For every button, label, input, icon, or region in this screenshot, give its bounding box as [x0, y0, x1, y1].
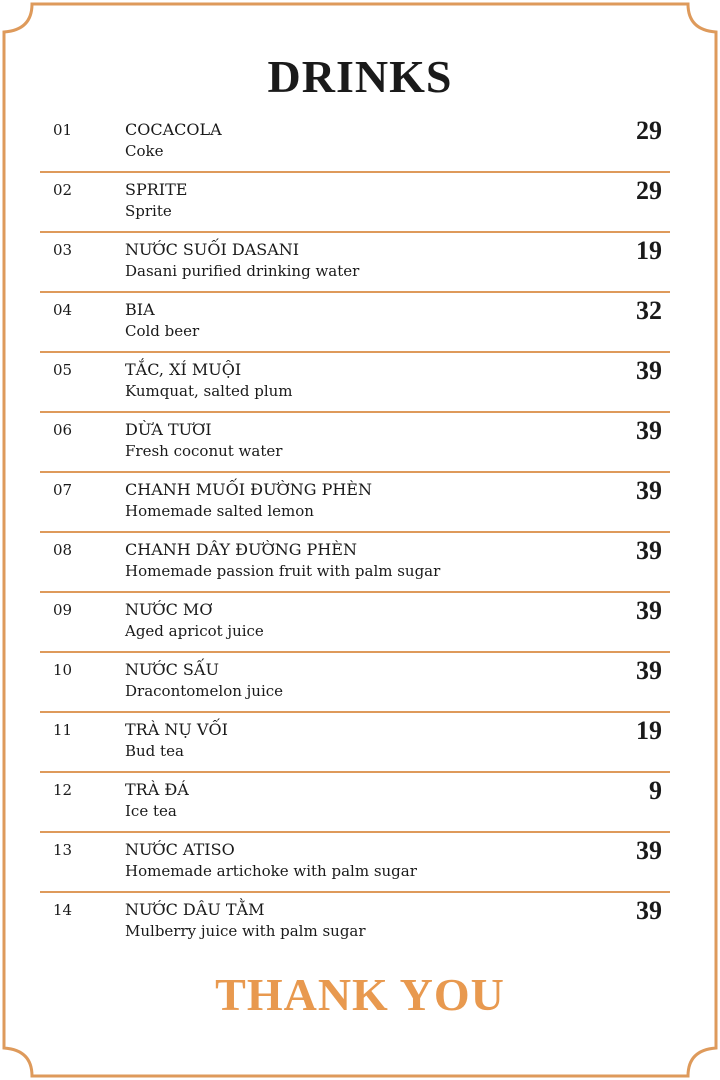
item-name: TRÀ NỤ VỐI [125, 720, 228, 739]
item-name: TẮC, XÍ MUỘI [125, 360, 242, 379]
item-name: NƯỚC SUỐI DASANI [125, 240, 300, 259]
menu-item [40, 173, 670, 233]
item-description: Aged apricot juice [125, 622, 264, 640]
item-price: 39 [636, 416, 662, 445]
item-number: 06 [53, 421, 73, 439]
item-names [125, 600, 595, 642]
item-names [125, 480, 595, 522]
item-description: Ice tea [125, 802, 177, 820]
item-description: Homemade passion fruit with palm sugar [125, 562, 441, 580]
item-names [125, 900, 595, 942]
menu-item [40, 413, 670, 473]
item-number: 02 [53, 181, 73, 199]
item-name: COCACOLA [125, 120, 222, 139]
menu-item [40, 353, 670, 413]
item-description: Fresh coconut water [125, 442, 283, 460]
item-number: 04 [53, 301, 73, 319]
item-name: BIA [125, 300, 155, 319]
item-names [125, 540, 595, 582]
item-names [125, 840, 595, 882]
item-number: 01 [53, 121, 73, 139]
menu-item [40, 773, 670, 833]
item-description: Homemade salted lemon [125, 502, 314, 520]
menu-item [40, 473, 670, 533]
item-number: 07 [53, 481, 73, 499]
menu-item [40, 713, 670, 773]
item-names [125, 360, 595, 402]
item-price: 19 [636, 716, 662, 745]
item-name: TRÀ ĐÁ [125, 780, 189, 799]
item-names [125, 120, 595, 162]
menu-item [40, 893, 670, 953]
menu-item [40, 833, 670, 893]
item-name: DỪA TƯƠI [125, 420, 212, 439]
menu-item [40, 293, 670, 353]
drinks-menu-list [40, 113, 670, 953]
item-price: 39 [636, 596, 662, 625]
item-description: Kumquat, salted plum [125, 382, 293, 400]
menu-item [40, 533, 670, 593]
item-price: 29 [636, 116, 662, 145]
item-price: 39 [636, 476, 662, 505]
menu-title: DRINKS [267, 51, 453, 102]
item-price: 19 [636, 236, 662, 265]
item-description: Sprite [125, 202, 172, 220]
item-description: Bud tea [125, 742, 184, 760]
item-name: CHANH MUỐI ĐƯỜNG PHÈN [125, 480, 372, 499]
item-names [125, 420, 595, 462]
item-number: 09 [53, 601, 73, 619]
menu-item [40, 593, 670, 653]
item-number: 10 [53, 661, 73, 679]
item-number: 14 [53, 901, 73, 919]
item-description: Homemade artichoke with palm sugar [125, 862, 417, 880]
item-number: 11 [53, 721, 73, 739]
item-name: NƯỚC MƠ [125, 600, 213, 619]
item-price: 32 [636, 296, 662, 325]
item-price: 39 [636, 896, 662, 925]
thank-you-footer: THANK YOU [215, 969, 505, 1020]
menu-item [40, 653, 670, 713]
item-number: 13 [53, 841, 73, 859]
item-price: 29 [636, 176, 662, 205]
item-price: 39 [636, 356, 662, 385]
item-price: 9 [649, 776, 662, 805]
item-names [125, 180, 595, 222]
item-number: 05 [53, 361, 73, 379]
item-name: NƯỚC DÂU TẰM [125, 900, 265, 919]
item-names [125, 780, 595, 822]
item-name: NƯỚC SẤU [125, 660, 219, 679]
item-names [125, 720, 595, 762]
item-price: 39 [636, 656, 662, 685]
item-names [125, 240, 595, 282]
item-description: Dasani purified drinking water [125, 262, 360, 280]
item-name: CHANH DÂY ĐƯỜNG PHÈN [125, 540, 357, 559]
item-names [125, 660, 595, 702]
item-description: Mulberry juice with palm sugar [125, 922, 366, 940]
item-price: 39 [636, 536, 662, 565]
item-description: Cold beer [125, 322, 200, 340]
item-description: Dracontomelon juice [125, 682, 284, 700]
item-number: 03 [53, 241, 73, 259]
item-number: 08 [53, 541, 73, 559]
item-name: NƯỚC ATISO [125, 840, 235, 859]
menu-item [40, 113, 670, 173]
item-description: Coke [125, 142, 164, 160]
item-names [125, 300, 595, 342]
menu-item [40, 233, 670, 293]
item-number: 12 [53, 781, 73, 799]
item-price: 39 [636, 836, 662, 865]
item-name: SPRITE [125, 180, 188, 199]
